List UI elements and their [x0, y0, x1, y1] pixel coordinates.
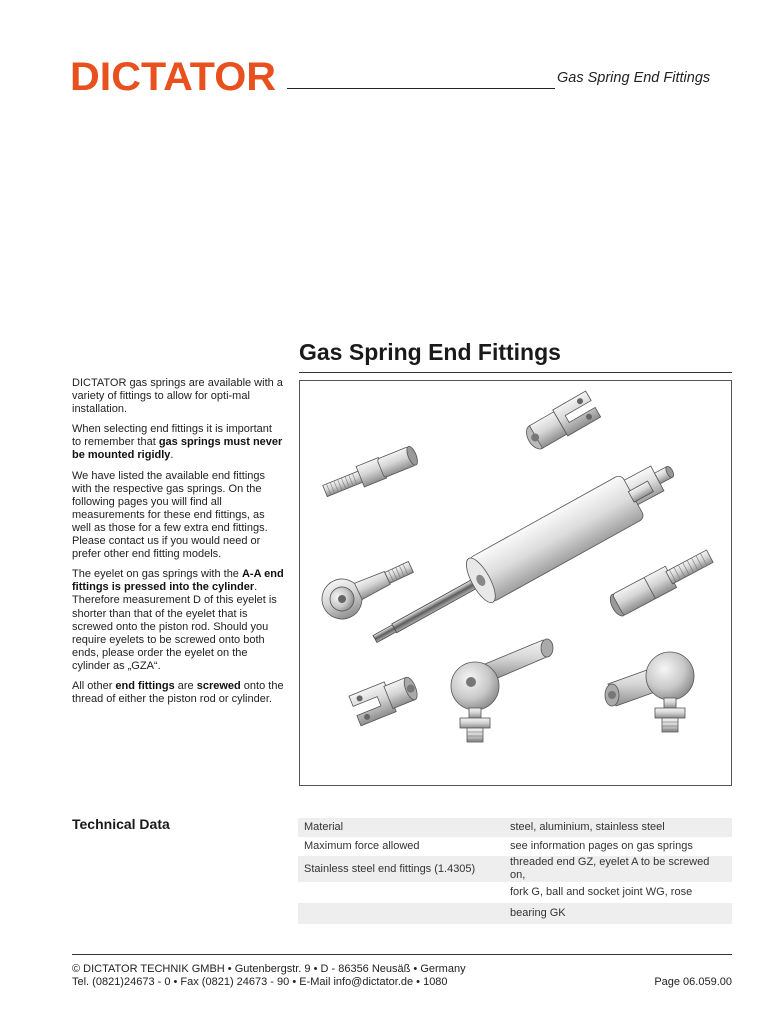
intro-paragraph-3: We have listed the available end fittings with the respective gas springs. On the following pages you will find all measurements for these end fittings, as well as those for a few extra end fittings. Please contact us if you would need or prefer other end fitting models. — [72, 469, 268, 561]
table-key — [298, 882, 504, 903]
end-fittings-illustration — [299, 380, 732, 786]
dictator-logo — [70, 50, 280, 98]
footer-rule — [72, 954, 732, 955]
table-key: Material — [298, 818, 504, 837]
intro-p4-text: The eyelet on gas springs with the — [72, 568, 242, 581]
intro-p4-bold: A-A end fittings is pressed into the cylinder — [72, 568, 284, 594]
intro-p2-end: . — [170, 449, 174, 462]
end-fittings-drawing — [300, 381, 731, 785]
intro-text — [72, 377, 284, 713]
fork-fitting-top — [522, 391, 601, 454]
table-row — [298, 903, 732, 924]
angle-joint-fitting — [605, 652, 694, 732]
intro-paragraph-4 — [72, 568, 284, 673]
page-number: Page 06.059.00 — [654, 976, 732, 988]
table-value: steel, aluminium, stainless steel — [504, 818, 732, 837]
threaded-end-fitting-right — [607, 546, 715, 619]
threaded-end-fitting — [321, 444, 420, 501]
intro-p5-bold-2: screwed — [196, 679, 241, 692]
footer-address: © DICTATOR TECHNIK GMBH • Gutenbergstr. 9 • D - 86356 Neusäß • Germany — [72, 963, 466, 975]
table-row — [298, 882, 732, 903]
intro-paragraph-2 — [72, 423, 284, 462]
table-value: fork G, ball and socket joint WG, rose — [510, 886, 693, 898]
intro-p2-text: When selecting end fittings it is important to remember that — [72, 423, 272, 449]
ball-socket-joint-fitting — [451, 639, 553, 742]
header-title: Gas Spring End Fittings — [557, 70, 711, 86]
table-value: see information pages on gas springs — [510, 840, 693, 852]
table-key — [298, 903, 504, 924]
table-key: Maximum force allowed — [304, 840, 420, 852]
table-row — [298, 818, 732, 837]
intro-paragraph-1: DICTATOR gas springs are available with a variety of fittings to allow for opti-mal installation. — [72, 377, 283, 416]
intro-p5-text: All other — [72, 679, 116, 692]
intro-p5-bold-1: end fittings — [115, 679, 175, 692]
table-row — [298, 856, 732, 882]
technical-data-table — [298, 818, 732, 924]
table-row — [298, 837, 732, 856]
intro-p5-end: onto the thread of either the piston rod or cylinder. — [72, 679, 284, 706]
intro-p4-end: . Therefore measurement D of this eyelet is shorter than that of the eyelet that is screwed onto the piston rod. Should you require eyelets to be screwed onto both ends, please order the eyelet on the cylinder as „GZA“. — [72, 581, 277, 672]
fork-fitting-bottom — [349, 672, 421, 726]
technical-data-heading: Technical Data — [72, 816, 170, 832]
intro-paragraph-5 — [72, 680, 284, 706]
page-title: Gas Spring End Fittings — [299, 339, 561, 365]
table-value: threaded end GZ, eyelet A to be screwed on, — [504, 856, 732, 882]
rose-bearing-fitting — [315, 549, 419, 626]
header-rule — [287, 88, 555, 89]
footer-contact: Tel. (0821)24673 - 0 • Fax (0821) 24673 - 90 • E-Mail info@dictator.de • 1080 — [72, 976, 448, 988]
table-value: bearing GK — [504, 903, 732, 924]
logo-text: DICTATOR — [70, 55, 277, 98]
table-key: Stainless steel end fittings (1.4305) — [298, 856, 504, 882]
intro-p5-mid: are — [174, 679, 197, 692]
title-rule — [299, 372, 732, 373]
intro-p2-bold: gas springs must never be mounted rigidly — [72, 436, 283, 462]
